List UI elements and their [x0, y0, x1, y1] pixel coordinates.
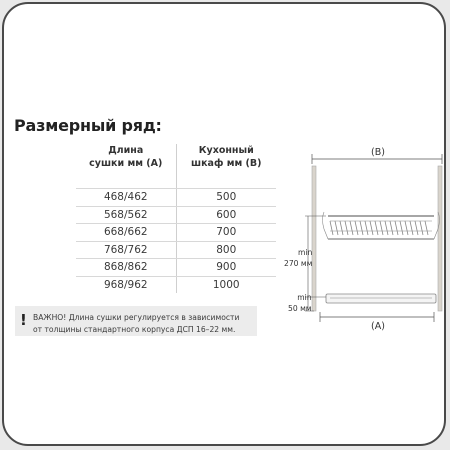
min-gap-label-line2: 50 мм [288, 304, 312, 313]
header-dryer-length [76, 144, 177, 188]
cell-cabinet-width: 500 [216, 191, 237, 203]
cabinet-diagram [274, 139, 449, 343]
important-note [15, 306, 257, 336]
cell-cabinet-width: 800 [216, 243, 237, 256]
cell-cabinet-width: 1000 [212, 278, 240, 291]
header-dryer-length-line1: Длина [108, 145, 144, 156]
header-cabinet-width [177, 144, 277, 188]
note-line-1: ВАЖНО! Длина сушки регулируется в зависимости [33, 313, 240, 322]
cell-cabinet-width: 900 [216, 261, 237, 273]
table-row [76, 258, 276, 276]
cell-dryer-length: 868/862 [76, 259, 177, 276]
min-height-label-line2: 270 мм [284, 259, 313, 268]
page-title: Размерный ряд: [14, 116, 162, 135]
cell-cabinet-width: 600 [216, 208, 237, 221]
cell-dryer-length: 668/662 [76, 224, 177, 241]
header-cabinet-width-line1: Кухонный [198, 145, 254, 156]
size-table-header [76, 144, 276, 188]
size-table-body [76, 188, 276, 293]
min-gap-label [288, 292, 312, 314]
table-row [76, 188, 276, 206]
cabinet-side-left [312, 166, 316, 311]
cell-cabinet-width: 700 [216, 226, 237, 238]
table-row [76, 276, 276, 294]
exclamation-icon: ! [20, 311, 27, 329]
min-height-label [284, 247, 312, 269]
cell-dryer-length: 968/962 [76, 277, 177, 294]
cell-dryer-length: 568/562 [76, 207, 177, 224]
min-gap-label-line1: min [297, 293, 312, 302]
note-line-2: от толщины стандартного корпуса ДСП 16–22 мм. [33, 324, 236, 334]
plate-rack [323, 212, 440, 239]
table-row [76, 241, 276, 259]
cell-dryer-length: 768/762 [76, 242, 177, 259]
cell-dryer-length: 468/462 [76, 189, 177, 206]
dimension-label-b: (B) [371, 147, 385, 158]
min-height-label-line1: min [298, 248, 313, 257]
cabinet-side-right [438, 166, 442, 311]
header-dryer-length-line2: сушки мм (А) [89, 157, 163, 169]
dimension-label-a: (A) [371, 321, 385, 332]
size-table [76, 144, 276, 293]
table-row [76, 223, 276, 241]
product-card [2, 2, 446, 446]
header-cabinet-width-line2: шкаф мм (В) [191, 157, 262, 169]
drip-tray [326, 294, 436, 303]
table-row [76, 206, 276, 224]
